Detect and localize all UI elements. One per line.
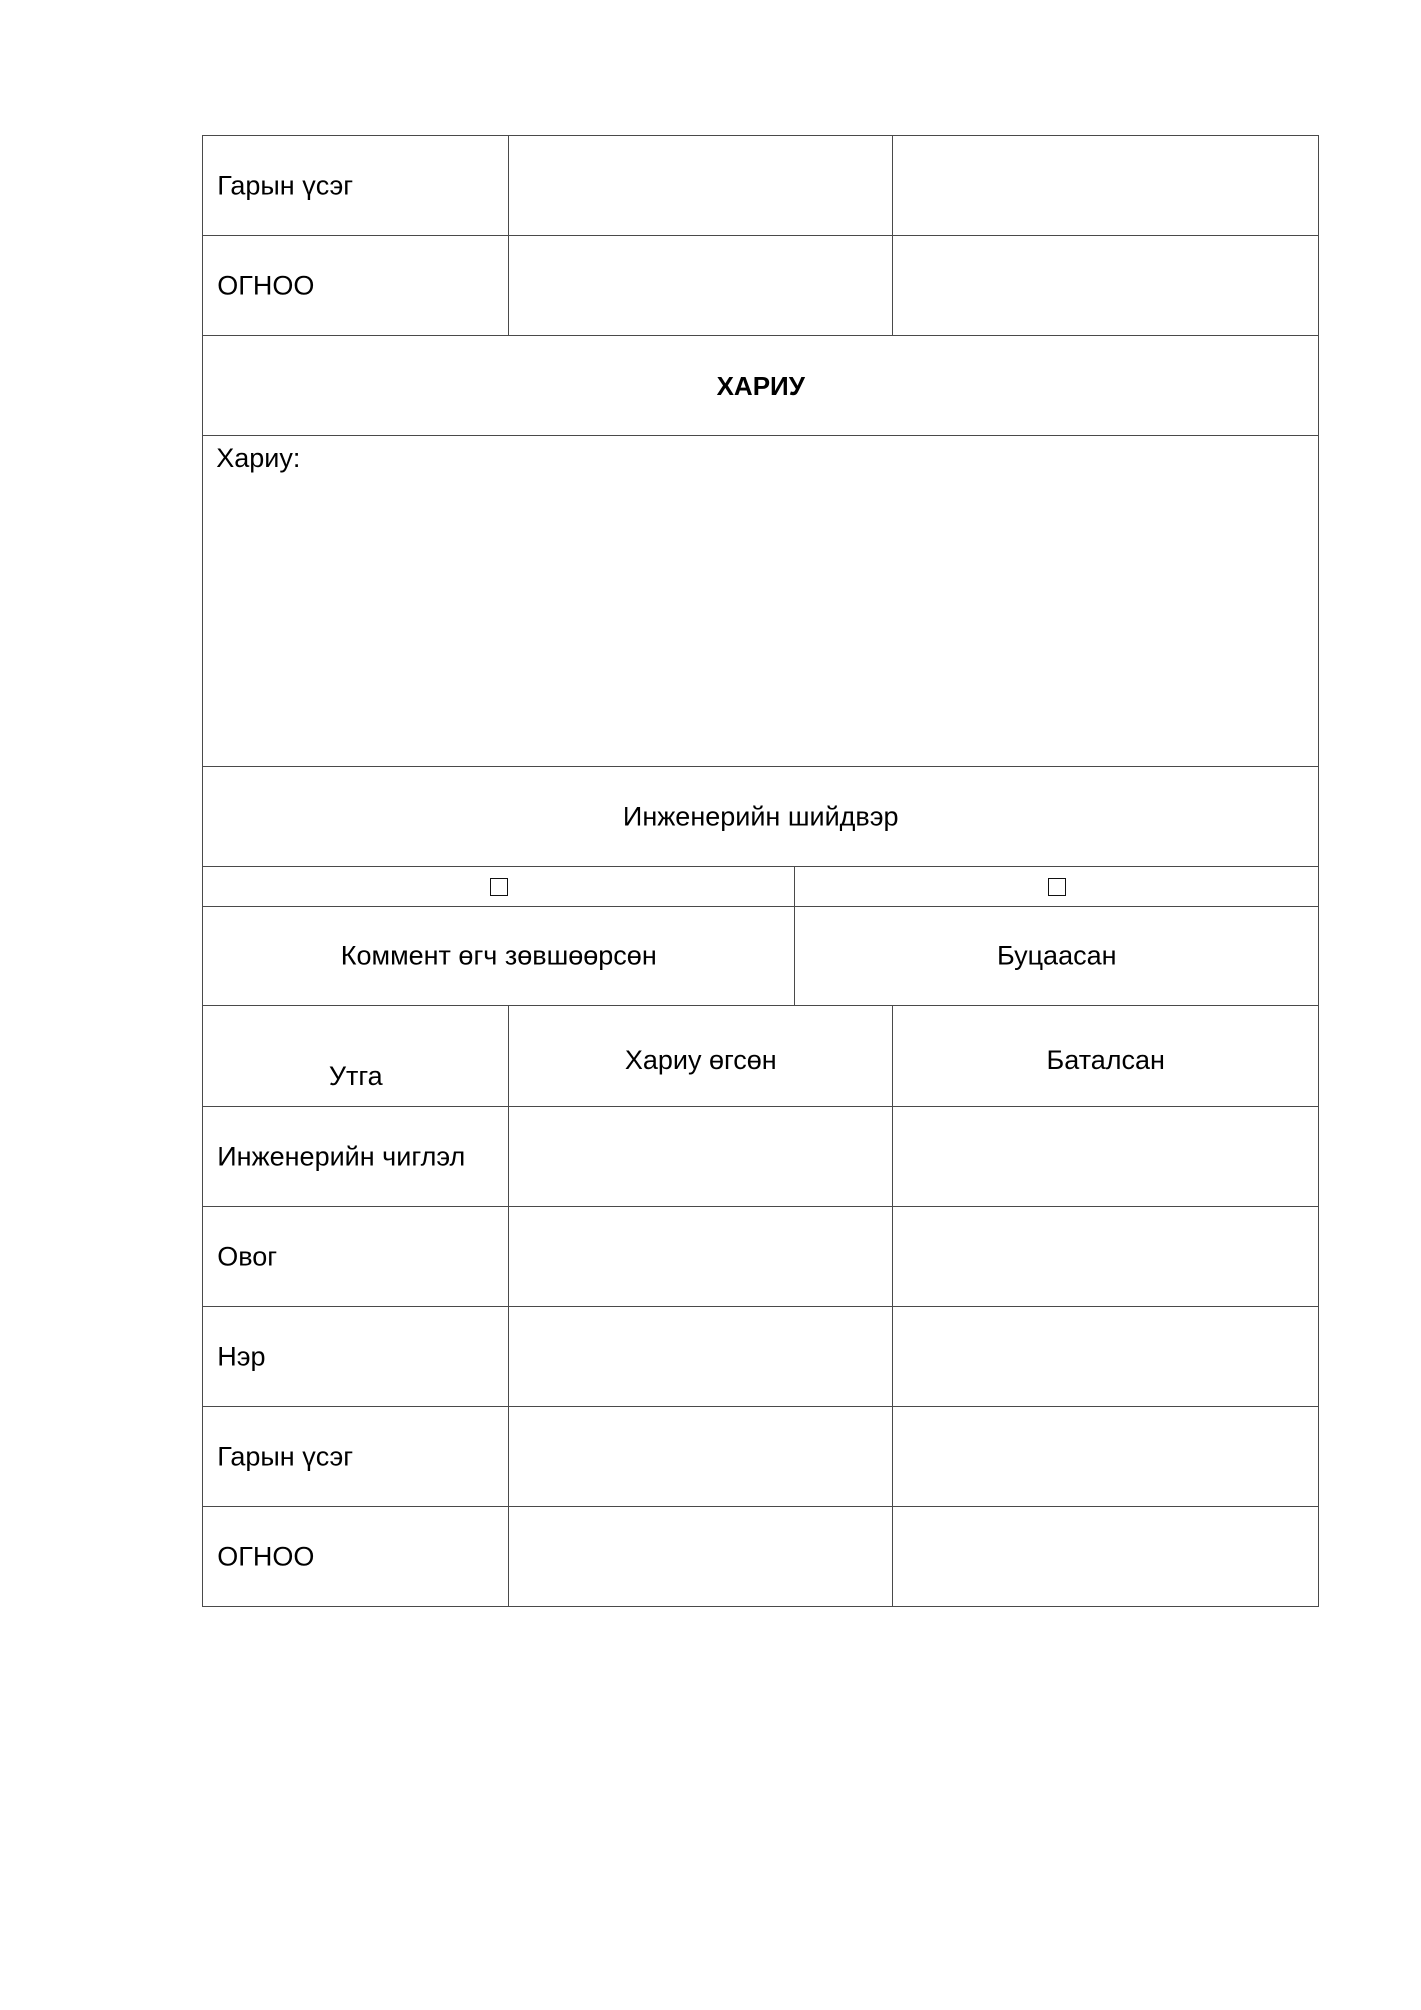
row-label-surname: Овог — [217, 1241, 278, 1272]
top-date-field-2[interactable] — [892, 235, 1319, 336]
top-signature-field-1[interactable] — [508, 135, 893, 236]
date-responded-field[interactable] — [508, 1506, 893, 1607]
reject-option-cell — [794, 906, 1319, 1006]
top-signature-label: Гарын үсэг — [217, 170, 354, 201]
header-approved: Баталсан — [1046, 1045, 1165, 1076]
approve-option-cell — [202, 906, 795, 1006]
signature-approved-field[interactable] — [892, 1406, 1319, 1507]
top-date-field-1[interactable] — [508, 235, 893, 336]
header-value: Утга — [328, 1061, 383, 1092]
approve-with-comments-label: Коммент өгч зөвшөөрсөн — [340, 940, 657, 971]
approve-checkbox-cell — [202, 866, 795, 907]
row-label-signature: Гарын үсэг — [217, 1441, 354, 1472]
top-signature-field-2[interactable] — [892, 135, 1319, 236]
header-responded-cell — [508, 1005, 893, 1107]
header-value-cell — [202, 1005, 509, 1107]
response-textarea[interactable] — [202, 435, 1319, 767]
date-approved-field[interactable] — [892, 1506, 1319, 1607]
row-label-date: ОГНОО — [217, 1541, 315, 1572]
name-approved-field[interactable] — [892, 1306, 1319, 1407]
header-approved-cell — [892, 1005, 1319, 1107]
reject-checkbox-cell — [794, 866, 1319, 907]
surname-approved-field[interactable] — [892, 1206, 1319, 1307]
response-label: Хариу: — [216, 443, 301, 474]
signature-responded-field[interactable] — [508, 1406, 893, 1507]
name-responded-field[interactable] — [508, 1306, 893, 1407]
engineering-decision-title-cell — [202, 766, 1319, 867]
engineering-direction-approved-field[interactable] — [892, 1106, 1319, 1207]
top-signature-label-cell — [202, 135, 509, 236]
top-date-label: ОГНОО — [217, 270, 315, 301]
row-label-engineering-direction: Инженерийн чиглэл — [217, 1141, 466, 1172]
row-label-name: Нэр — [217, 1341, 266, 1372]
response-form — [203, 136, 1319, 1607]
table-row — [202, 1106, 509, 1207]
surname-responded-field[interactable] — [508, 1206, 893, 1307]
engineering-decision-title: Инженерийн шийдвэр — [622, 801, 899, 832]
engineering-direction-responded-field[interactable] — [508, 1106, 893, 1207]
top-date-label-cell — [202, 235, 509, 336]
rejected-checkbox[interactable] — [1048, 878, 1066, 896]
approve-with-comments-checkbox[interactable] — [490, 878, 508, 896]
header-responded: Хариу өгсөн — [624, 1045, 777, 1076]
table-row — [202, 1506, 509, 1607]
table-row — [202, 1306, 509, 1407]
response-title: ХАРИУ — [716, 370, 805, 401]
table-row — [202, 1206, 509, 1307]
table-row — [202, 1406, 509, 1507]
response-title-cell — [202, 335, 1319, 436]
rejected-label: Буцаасан — [996, 940, 1117, 971]
